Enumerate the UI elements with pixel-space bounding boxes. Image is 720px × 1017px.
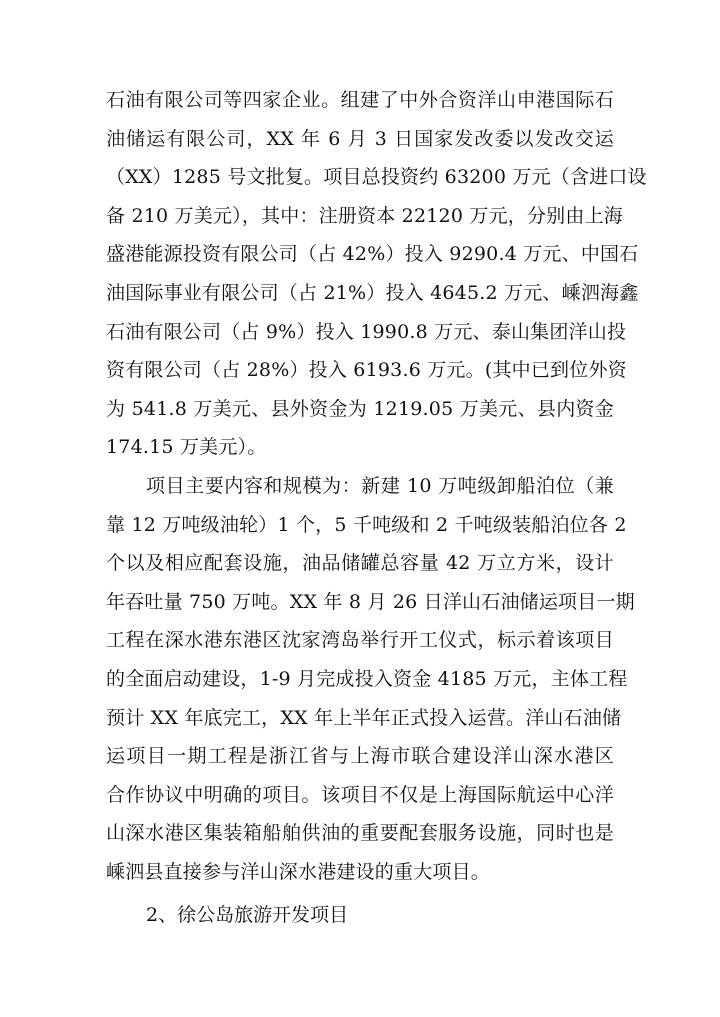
- paragraph-1-line-5: 盛港能源投资有限公司（占 42%）投入 9290.4 万元、中国石: [106, 243, 639, 266]
- paragraph-1-line-9: 为 541.8 万美元、县外资金为 1219.05 万美元、县内资金: [106, 397, 614, 420]
- paragraph-2-line-4: 年吞吐量 750 万吨。XX 年 8 月 26 日洋山石油储运项目一期: [106, 590, 635, 613]
- paragraph-1-line-3: （XX）1285 号文批复。项目总投资约 63200 万元（含进口设: [106, 166, 647, 189]
- paragraph-1-line-6: 油国际事业有限公司（占 21%）投入 4645.2 万元、嵊泗海鑫: [106, 282, 639, 304]
- paragraph-2-line-5: 工程在深水港东港区沈家湾岛举行开工仪式，标示着该项目: [106, 629, 614, 652]
- paragraph-2-line-7: 预计 XX 年底完工，XX 年上半年正式投入运营。洋山石油储: [106, 706, 622, 729]
- paragraph-2-line-3: 个以及相应配套设施，油品储罐总容量 42 万立方米，设计: [106, 552, 614, 575]
- paragraph-1-line-8: 资有限公司（占 28%）投入 6193.6 万元。(其中已到位外资: [106, 359, 627, 382]
- section-heading: 2、徐公岛旅游开发项目: [146, 903, 349, 926]
- paragraph-1-line-4: 备 210 万美元），其中：注册资本 22120 万元，分别由上海: [106, 204, 623, 227]
- paragraph-2-line-8: 运项目一期工程是浙江省与上海市联合建设洋山深水港区: [106, 745, 614, 768]
- paragraph-1-line-2: 油储运有限公司，XX 年 6 月 3 日国家发改委以发改交运: [106, 127, 614, 150]
- paragraph-1-line-7: 石油有限公司（占 9%）投入 1990.8 万元、泰山集团洋山投: [106, 320, 627, 343]
- paragraph-2-line-6: 的全面启动建设，1-9 月完成投入资金 4185 万元，主体工程: [106, 668, 628, 690]
- paragraph-2-line-10: 山深水港区集装箱船舶供油的重要配套服务设施，同时也是: [106, 822, 614, 845]
- paragraph-2-line-2: 靠 12 万吨级油轮）1 个，5 千吨级和 2 千吨级装船泊位各 2: [106, 513, 627, 536]
- paragraph-2-line-1: 项目主要内容和规模为：新建 10 万吨级卸船泊位（兼: [146, 475, 614, 497]
- paragraph-2-line-11: 嵊泗县直接参与洋山深水港建设的重大项目。: [106, 861, 491, 883]
- paragraph-1-line-10: 174.15 万美元）。: [106, 436, 267, 459]
- paragraph-2-line-9: 合作协议中明确的项目。该项目不仅是上海国际航运中心洋: [106, 783, 614, 806]
- paragraph-1-line-1: 石油有限公司等四家企业。组建了中外合资洋山申港国际石: [106, 89, 614, 111]
